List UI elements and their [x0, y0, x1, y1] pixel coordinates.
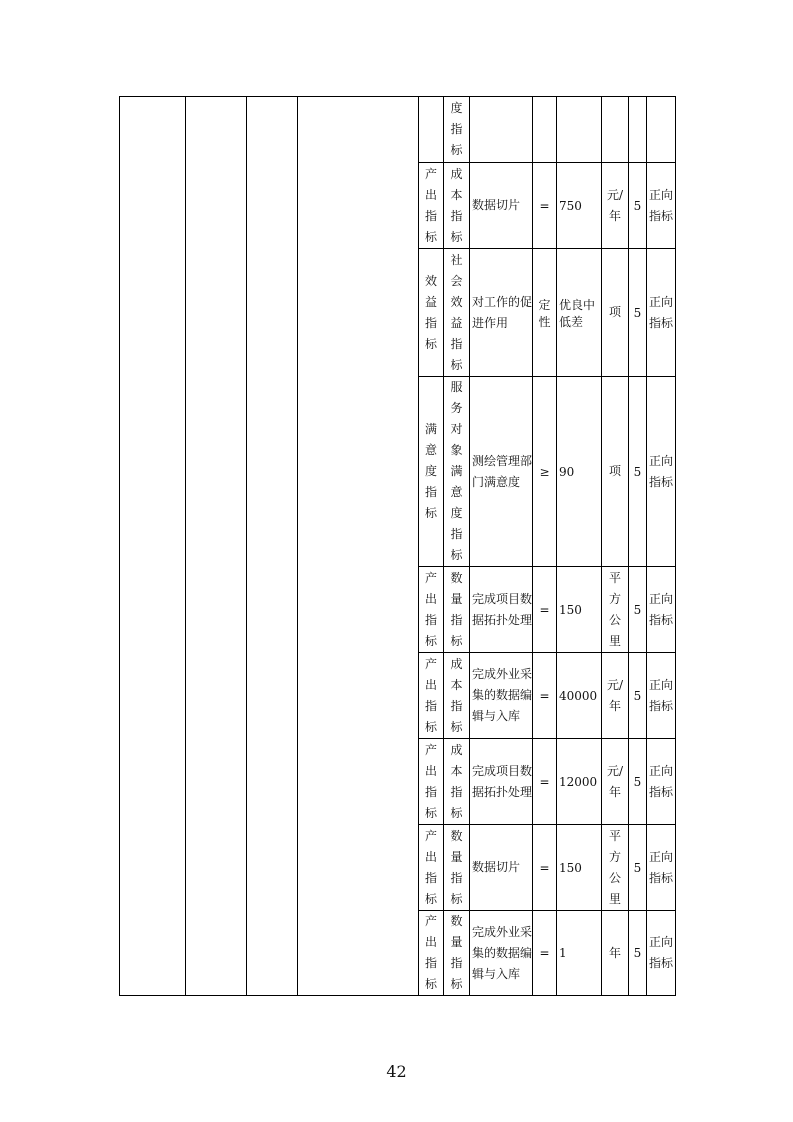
- unit: [602, 97, 629, 163]
- indicator-direction: 正向指标: [647, 377, 676, 567]
- indicator-direction: 正向指标: [647, 163, 676, 249]
- unit: 元/ 年: [602, 653, 629, 739]
- level1-indicator: 产 出 指 标: [419, 739, 444, 825]
- level2-indicator: 服 务 对 象 满 意 度 指 标: [444, 377, 470, 567]
- weight: [629, 97, 647, 163]
- weight: 5: [629, 739, 647, 825]
- blank-col-4: [298, 97, 419, 996]
- level1-indicator: [419, 97, 444, 163]
- target-value: 40000: [557, 653, 602, 739]
- indicator-description: 完成外业采集的数据编辑与入库: [470, 911, 533, 996]
- operator: 定性: [533, 249, 557, 377]
- level2-indicator: 数 量 指 标: [444, 825, 470, 911]
- weight: 5: [629, 163, 647, 249]
- page-number: 42: [386, 1062, 407, 1081]
- weight: 5: [629, 825, 647, 911]
- level2-indicator: 成 本 指 标: [444, 653, 470, 739]
- level2-indicator: 数 量 指 标: [444, 567, 470, 653]
- operator: =: [533, 567, 557, 653]
- weight: 5: [629, 911, 647, 996]
- level1-indicator: 满 意 度 指 标: [419, 377, 444, 567]
- blank-col-1: [120, 97, 186, 996]
- unit: 平 方 公 里: [602, 825, 629, 911]
- indicator-direction: 正向指标: [647, 249, 676, 377]
- level2-indicator: 数 量 指 标: [444, 911, 470, 996]
- indicator-description: 完成项目数据拓扑处理: [470, 739, 533, 825]
- indicator-description: 测绘管理部门满意度: [470, 377, 533, 567]
- target-value: 12000: [557, 739, 602, 825]
- operator: =: [533, 163, 557, 249]
- weight: 5: [629, 567, 647, 653]
- indicator-description: 数据切片: [470, 163, 533, 249]
- level1-indicator: 效 益 指 标: [419, 249, 444, 377]
- unit: 年: [602, 911, 629, 996]
- blank-col-3: [247, 97, 298, 996]
- target-value: 90: [557, 377, 602, 567]
- operator: =: [533, 825, 557, 911]
- indicator-direction: 正向指标: [647, 653, 676, 739]
- indicator-description: 数据切片: [470, 825, 533, 911]
- weight: 5: [629, 249, 647, 377]
- indicator-direction: 正向指标: [647, 739, 676, 825]
- target-value: 150: [557, 567, 602, 653]
- indicator-table: [119, 96, 676, 996]
- target-value: 750: [557, 163, 602, 249]
- blank-col-2: [186, 97, 247, 996]
- target-value: 150: [557, 825, 602, 911]
- unit: 元/ 年: [602, 739, 629, 825]
- level2-indicator: 成 本 指 标: [444, 739, 470, 825]
- indicator-description: [470, 97, 533, 163]
- level1-indicator: 产 出 指 标: [419, 163, 444, 249]
- indicator-direction: [647, 97, 676, 163]
- level1-indicator: 产 出 指 标: [419, 567, 444, 653]
- target-value: 1: [557, 911, 602, 996]
- level1-indicator: 产 出 指 标: [419, 911, 444, 996]
- level2-indicator: 度 指 标: [444, 97, 470, 163]
- indicator-direction: 正向指标: [647, 911, 676, 996]
- indicator-description: 对工作的促进作用: [470, 249, 533, 377]
- unit: 元/ 年: [602, 163, 629, 249]
- level2-indicator: 社 会 效 益 指 标: [444, 249, 470, 377]
- operator: [533, 97, 557, 163]
- indicator-description: 完成项目数据拓扑处理: [470, 567, 533, 653]
- operator: =: [533, 653, 557, 739]
- indicator-description: 完成外业采集的数据编辑与入库: [470, 653, 533, 739]
- unit: 项: [602, 377, 629, 567]
- target-value: [557, 97, 602, 163]
- operator: =: [533, 739, 557, 825]
- unit: 项: [602, 249, 629, 377]
- weight: 5: [629, 653, 647, 739]
- indicator-direction: 正向指标: [647, 825, 676, 911]
- indicator-direction: 正向指标: [647, 567, 676, 653]
- target-value: 优良中低差: [557, 249, 602, 377]
- weight: 5: [629, 377, 647, 567]
- level2-indicator: 成 本 指 标: [444, 163, 470, 249]
- operator: ≥: [533, 377, 557, 567]
- table-row: [120, 97, 676, 163]
- level1-indicator: 产 出 指 标: [419, 653, 444, 739]
- operator: =: [533, 911, 557, 996]
- level1-indicator: 产 出 指 标: [419, 825, 444, 911]
- unit: 平 方 公 里: [602, 567, 629, 653]
